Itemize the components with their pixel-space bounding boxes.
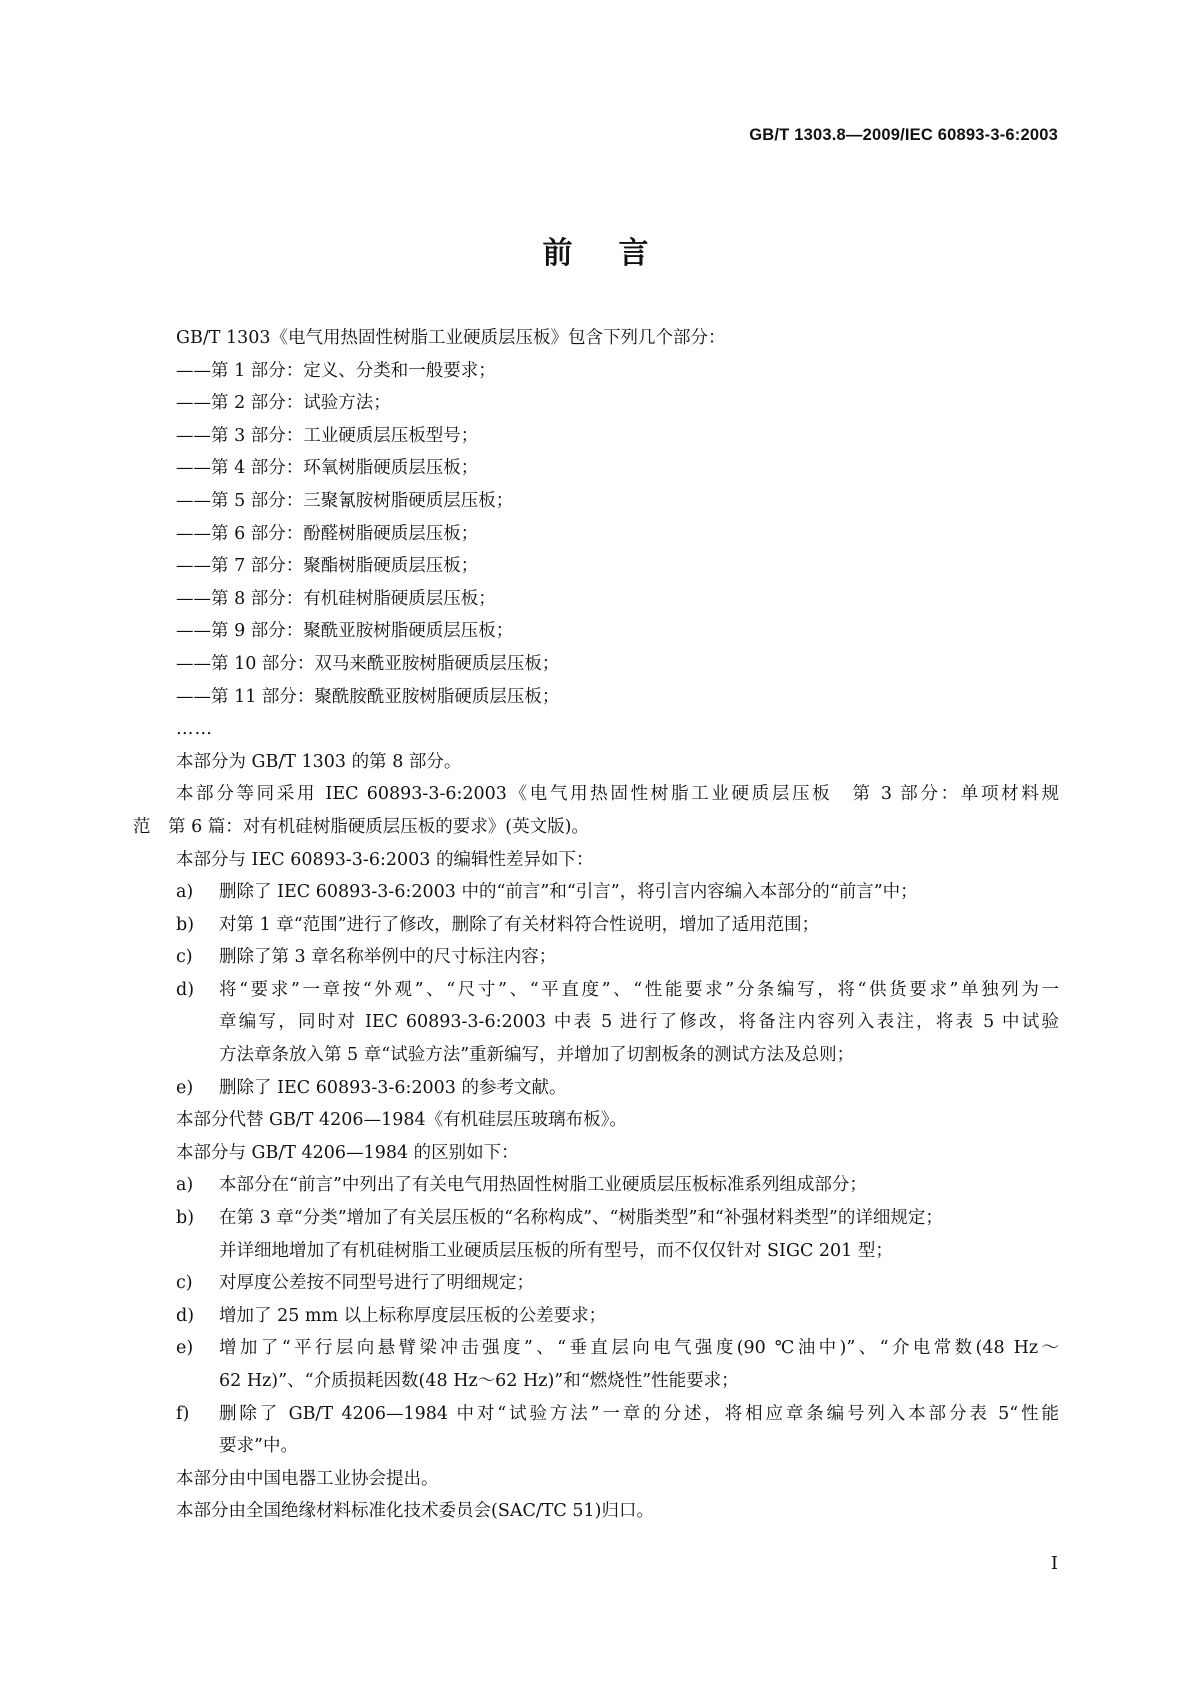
list-item-text: 本部分在“前言”中列出了有关电气用热固性树脂工业硬质层压板标准系列组成部分； [219,1175,867,1196]
list-item-text: 删除了 GB/T 4206—1984 中对“试验方法”一章的分述，将相应章条编号列入本部分表 5“性能 [219,1403,1059,1424]
list-item [133,1169,1059,1202]
ellipsis: …… [176,719,213,740]
list-item-part: ——第 3 部分：工业硬质层压板型号； [176,425,479,446]
list-item-part: ——第 1 部分：定义、分类和一般要求； [176,360,496,381]
paragraph: 本部分与 GB/T 4206—1984 的区别如下： [176,1142,519,1163]
list-item-part: ——第 10 部分：双马来酰亚胺树脂硬质层压板； [176,653,560,674]
paragraph: 本部分为 GB/T 1303 的第 8 部分。 [176,751,462,772]
list-marker: e) [176,1077,194,1098]
list-item-part: ——第 2 部分：试验方法； [176,393,391,414]
list-item-text: 删除了 IEC 60893-3-6:2003 中的“前言”和“引言”，将引言内容编入本部分的“前言”中； [219,882,918,903]
paragraph: 本部分由中国电器工业协会提出。 [176,1468,439,1489]
list-marker: d) [176,1305,195,1326]
list-marker: a) [176,1175,194,1196]
list-item-text: 对第 1 章“范围”进行了修改，删除了有关材料符合性说明，增加了适用范围； [219,914,820,935]
list-item-continuation: 62 Hz)”、“介质损耗因数(48 Hz～62 Hz)”和“燃烧性”性能要求； [219,1371,739,1391]
list-item [133,1072,1059,1105]
list-item-text: 删除了 IEC 60893-3-6:2003 的参考文献。 [219,1077,567,1098]
list-item-part: ——第 7 部分：聚酯树脂硬质层压板； [176,556,479,577]
list-marker: f) [176,1403,190,1424]
list-item [133,1398,1059,1431]
list-item-text: 将“要求”一章按“外观”、“尺寸”、“平直度”、“性能要求”分条编写，将“供货要求”单独列为一 [219,979,1059,1000]
list-item-part: ——第 4 部分：环氧树脂硬质层压板； [176,458,479,479]
list-item-text: 在第 3 章“分类”增加了有关层压板的“名称构成”、“树脂类型”和“补强材料类型”的详细规定； [219,1208,943,1229]
list-marker: c) [176,1273,193,1294]
list-item [133,1300,1059,1333]
list-item-continuation: 方法章条放入第 5 章“试验方法”重新编写，并增加了切割板条的测试方法及总则； [219,1045,855,1066]
paragraph: 本部分由全国绝缘材料标准化技术委员会(SAC/TC 51)归口。 [176,1501,654,1522]
list-item-continuation: 要求”中。 [219,1436,298,1457]
paragraph: 本部分与 IEC 60893-3-6:2003 的编辑性差异如下： [176,849,594,870]
paragraph: 本部分等同采用 IEC 60893-3-6:2003《电气用热固性树脂工业硬质层压板 第 3 部分：单项材料规 [176,784,1059,805]
list-item [133,974,1059,1007]
list-item-continuation: 并详细地增加了有机硅树脂工业硬质层压板的所有型号，而不仅仅针对 SIGC 201 型； [219,1240,893,1261]
list-item-text: 对厚度公差按不同型号进行了明细规定； [219,1273,534,1294]
list-marker: b) [176,914,195,935]
list-item-part: ——第 5 部分：三聚氰胺树脂硬质层压板； [176,490,514,511]
list-item [133,1332,1059,1365]
list-marker: a) [176,882,194,903]
list-marker: b) [176,1208,195,1229]
list-item-text: 增加了 25 mm 以上标称厚度层压板的公差要求； [219,1305,607,1326]
list-item-part: ——第 6 部分：酚醛树脂硬质层压板； [176,523,479,544]
list-item-part: ——第 9 部分：聚酰亚胺树脂硬质层压板； [176,621,514,642]
page-number: I [1050,1553,1058,1574]
list-item [133,1267,1059,1300]
list-item [133,876,1059,909]
list-item-part: ——第 11 部分：聚酰胺酰亚胺树脂硬质层压板； [176,686,560,707]
paragraph: 本部分代替 GB/T 4206—1984《有机硅层压玻璃布板》。 [176,1110,627,1131]
list-item [133,941,1059,974]
list-item-text: 删除了第 3 章名称举例中的尺寸标注内容； [219,947,557,968]
page-title: 前言 [542,236,695,271]
list-marker: e) [176,1338,194,1359]
foreword-body [133,322,1059,1528]
paragraph-continuation: 范 第 6 篇：对有机硅树脂硬质层压板的要求》(英文版)。 [133,816,589,837]
list-item [133,1202,1059,1235]
list-item [133,909,1059,942]
list-marker: c) [176,947,193,968]
standard-number-header: GB/T 1303.8—2009/IEC 60893-3-6:2003 [749,126,1058,144]
list-item-continuation: 章编写，同时对 IEC 60893-3-6:2003 中表 5 进行了修改，将备注内容列入表注，将表 5 中试验 [219,1012,1059,1033]
list-item-part: ——第 8 部分：有机硅树脂硬质层压板； [176,588,496,609]
paragraph-intro: GB/T 1303《电气用热固性树脂工业硬质层压板》包含下列几个部分： [176,328,726,348]
list-marker: d) [176,979,195,1000]
list-item-text: 增加了“平行层向悬臂梁冲击强度”、“垂直层向电气强度(90 ℃油中)”、“介电常数(48 Hz～ [219,1338,1059,1359]
